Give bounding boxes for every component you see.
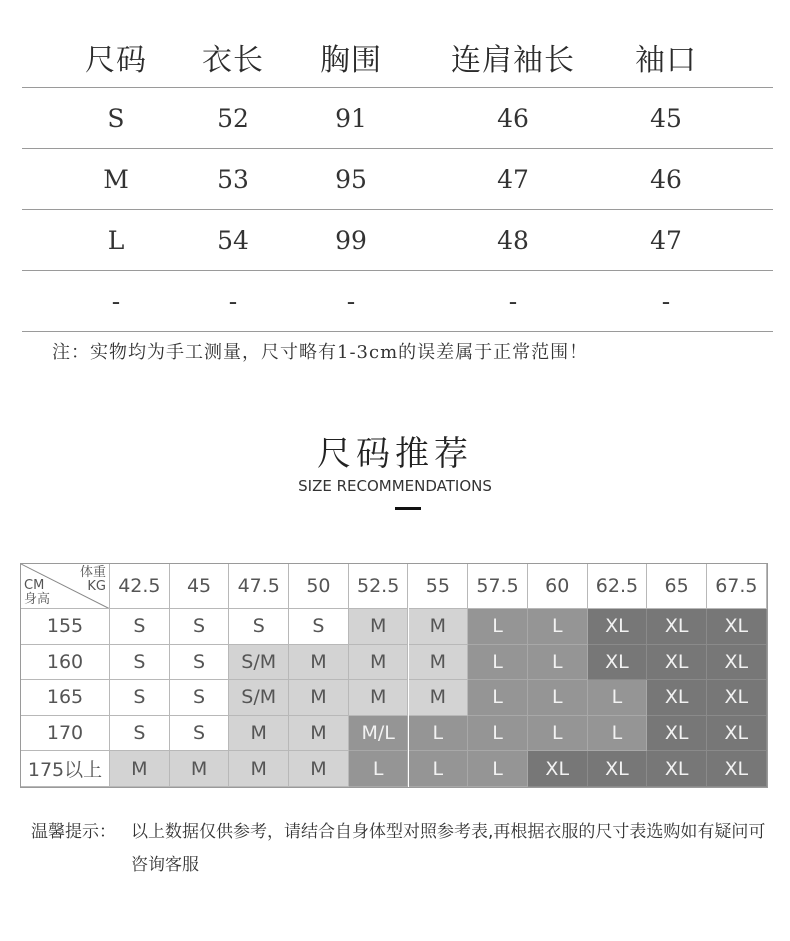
weight-label: 体重 (79, 565, 106, 580)
header-cell: 连肩袖长 (451, 43, 575, 78)
size-cell: S (110, 680, 170, 716)
table-cell: - (508, 286, 518, 316)
weight-header-cell: 65 (647, 564, 707, 609)
size-cell: S/M (229, 645, 289, 681)
table-cell: L (107, 225, 125, 255)
weight-header-cell: 45 (170, 564, 230, 609)
size-cell: M (409, 645, 469, 681)
size-cell: XL (647, 716, 707, 752)
size-cell: S (170, 609, 230, 645)
size-cell: M (349, 680, 409, 716)
size-cell: M (289, 751, 349, 787)
size-recommendation-grid (20, 563, 768, 788)
size-cell: M (409, 609, 469, 645)
height-header-cell: 175以上 (21, 751, 110, 787)
height-header-cell: 160 (21, 645, 110, 681)
table-cell: 47 (497, 164, 529, 194)
table-cell: 45 (650, 103, 682, 133)
size-cell: M (409, 680, 469, 716)
size-table-header (22, 27, 773, 88)
size-cell: S/M (229, 680, 289, 716)
weight-header-cell: 62.5 (588, 564, 648, 609)
table-cell: - (111, 286, 121, 316)
recommendation-subtitle: SIZE RECOMMENDATIONS (298, 477, 492, 495)
header-cell: 尺码 (85, 43, 147, 78)
size-cell: XL (647, 751, 707, 787)
weight-header-cell: 67.5 (707, 564, 767, 609)
table-cell: 95 (335, 164, 367, 194)
size-cell: M/L (349, 716, 409, 752)
tips-text: 以上数据仅供参考，请结合自身体型对照参考表,再根据衣服的尺寸表选购如有疑问可咨询客服 (131, 822, 766, 875)
weight-header-cell: 42.5 (110, 564, 170, 609)
size-cell: M (349, 609, 409, 645)
size-cell: XL (588, 645, 648, 681)
size-cell: S (110, 716, 170, 752)
size-cell: L (468, 680, 528, 716)
size-cell: S (289, 609, 349, 645)
size-cell: S (170, 680, 230, 716)
size-cell: L (468, 645, 528, 681)
size-cell: S (110, 609, 170, 645)
size-cell: M (349, 645, 409, 681)
size-cell: M (289, 716, 349, 752)
size-cell: M (289, 680, 349, 716)
size-table-row (22, 149, 773, 210)
size-cell: S (170, 716, 230, 752)
weight-header-cell: 47.5 (229, 564, 289, 609)
size-cell: XL (647, 609, 707, 645)
size-cell: L (468, 751, 528, 787)
table-cell: 52 (217, 103, 249, 133)
size-cell: L (349, 751, 409, 787)
weight-header-cell: 55 (409, 564, 469, 609)
size-cell: S (170, 645, 230, 681)
size-cell: XL (707, 645, 767, 681)
table-cell: S (107, 103, 125, 133)
weight-header-cell: 57.5 (468, 564, 528, 609)
size-cell: M (289, 645, 349, 681)
size-cell: XL (588, 751, 648, 787)
size-cell: L (528, 680, 588, 716)
size-cell: XL (528, 751, 588, 787)
size-cell: XL (647, 645, 707, 681)
table-cell: - (346, 286, 356, 316)
size-cell: S (229, 609, 289, 645)
table-cell: M (103, 164, 129, 194)
size-cell: M (170, 751, 230, 787)
height-header-cell: 155 (21, 609, 110, 645)
size-cell: L (409, 716, 469, 752)
tips-label: 温馨提示： (31, 822, 116, 842)
table-cell: 47 (650, 225, 682, 255)
size-cell: L (528, 716, 588, 752)
size-cell: XL (707, 680, 767, 716)
height-axis-label (24, 579, 50, 607)
header-cell: 衣长 (202, 43, 264, 78)
recommendation-title: 尺码推荐 (317, 434, 473, 474)
size-cell: M (229, 716, 289, 752)
size-cell: M (110, 751, 170, 787)
table-cell: 53 (217, 164, 249, 194)
size-cell: XL (707, 716, 767, 752)
size-cell: M (229, 751, 289, 787)
size-cell: L (468, 716, 528, 752)
size-cell: XL (647, 680, 707, 716)
table-cell: - (661, 286, 671, 316)
table-cell: 46 (650, 164, 682, 194)
table-cell: 54 (217, 225, 249, 255)
height-header-cell: 165 (21, 680, 110, 716)
weight-axis-label (80, 566, 106, 594)
table-cell: - (228, 286, 238, 316)
size-cell: XL (588, 609, 648, 645)
size-table-row (22, 88, 773, 149)
table-cell: 99 (335, 225, 367, 255)
table-cell: 48 (497, 225, 529, 255)
weight-header-cell: 60 (528, 564, 588, 609)
header-cell: 胸围 (320, 43, 382, 78)
weight-header-cell: 50 (289, 564, 349, 609)
measurement-note: 注：实物均为手工测量，尺寸略有1-3cm的误差属于正常范围！ (52, 342, 589, 363)
height-header-cell: 170 (21, 716, 110, 752)
weight-header-cell: 52.5 (349, 564, 409, 609)
table-cell: 46 (497, 103, 529, 133)
size-cell: XL (707, 609, 767, 645)
size-cell: L (588, 716, 648, 752)
title-divider (395, 507, 421, 510)
size-cell: XL (707, 751, 767, 787)
size-cell: L (528, 645, 588, 681)
grid-corner-header (21, 564, 110, 609)
header-cell: 袖口 (635, 43, 697, 78)
height-label: 身高 (24, 592, 51, 607)
size-cell: S (110, 645, 170, 681)
table-cell: 91 (335, 103, 367, 133)
weight-unit: KG (87, 579, 106, 594)
size-table-row (22, 210, 773, 271)
size-cell: L (468, 609, 528, 645)
size-cell: L (588, 680, 648, 716)
height-unit: CM (24, 578, 45, 593)
size-cell: L (528, 609, 588, 645)
size-table-row (22, 271, 773, 332)
size-table (22, 27, 773, 332)
size-cell: L (409, 751, 469, 787)
